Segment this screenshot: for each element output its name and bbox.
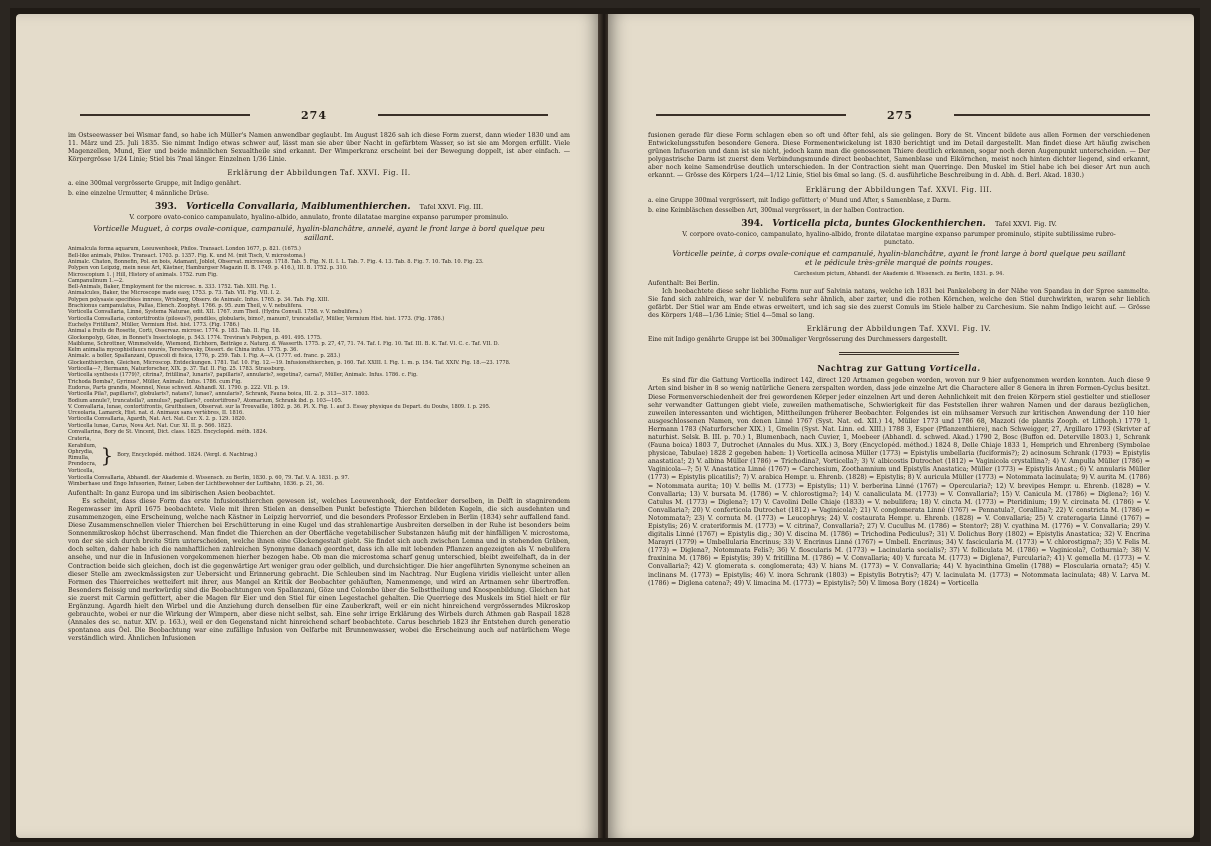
synonymy-entry: Animalc. a boller, Spallanzani, Opuscoli di fisica, 1776, p. 259. Tab. I. Fig. A—A. (1777. ed. franc. p. 283.) (68, 353, 341, 360)
synonymy-entry: Brachionus campanulatus, Pallas, Elench. Zoophyt. 1766. p. 95. zum Theil, v. V. nebulifera. (68, 303, 303, 310)
figure-explanation-title: Erklärung der Abbildungen Taf. XXVI. Fig. III. (805, 185, 993, 194)
intro-paragraph: fusionen gerade für diese Form schlagen eben so oft und öfter fehl, als sie gelingen. Bory de St. Vincent bildete aus allen Formen der verschiedenen Entwickelungsstufen besondere Genera. Diese Formenentwickelung ist 1830 berichtigt und im Detail dargestellt. Man findet diese Art häufig zwischen grünen Infusorien und dann ist sie nicht, jedoch kann man die genossenen Thiere deutlich erkennen, sogar noch deren Augenpunkt unterscheiden. — Der polygastrische Darm ist zuerst dem Verbindungsmunde direct beobachtet, Samenblase und Eikörnchen, meist noch hinten dichter liegend, sind erkannt, aber noch keine Samendrüse deutlich unterschieden. In der Contraction sieht man Querringe. Den Muskel im Stiel habe ich bei dieser Art nun auch erkannt. — Grösse des Körpers 1/24—1/12 Linie, Stiel bis 6mal so lang. (S. d. ausführliche Beschreibung in d. Abh. d. Berl. Akad. 1830.) (648, 132, 1150, 180)
synonymy-entry: Urceolaria, Lamarck, Hist. nat. d. Animaux sans vertèbres, II. 1816. (68, 410, 244, 417)
figure-item: a. eine 300mal vergrösserte Gruppe, mit Indigo genährt. (68, 180, 242, 188)
page-number-left: 274 (301, 109, 327, 122)
synonymy-entry: Vorticella Convallaria, Abhandl. der Akademie d. Wissensch. zu Berlin, 1830. p. 60, 79. Taf. V. A. 1831. p. 97. (68, 475, 350, 482)
synonymy-entry: Wimberhase und Engo Infusorien, Reiner, Leben der Lichtbewohner der Luftbahn, 1836. p. 21, 36. (68, 481, 324, 488)
aufenthalt: Aufenthalt: In ganz Europa und im sibirischen Asien beobachtet. (68, 489, 275, 497)
synonymy-entry: Polypen von Leipzig, mein neue Art, Kästner, Hamburgser Magazin II. B. 1749. p. 416.), III. B. 1752. p. 310. (68, 265, 348, 272)
latin-diagnosis: V. corpore ovato-conico, campanulato, hyalino-albido, fronte dilatatae margine expanso parumper prominulo, stipite subtilissime rubro-punctato. (682, 230, 1116, 246)
bracket-genus: Prendocra, (68, 461, 97, 468)
synonymy-entry: Vorticella synthesis (1779)?, citrina?, fritillina?, lunaris?, papillaris?, annularis?, segetina?, carna?, Müller, Animalc. Infus. 1786. c. Fig. (68, 372, 418, 379)
latin-diagnosis: V. corpore ovato-conico campanulato, hyalino-albido, annulato, fronte dilatatae margine expanso parumper prominulo. (129, 214, 509, 222)
section-divider (839, 352, 959, 355)
synonymy-entry: Animalcules, Baker, the Microscope made easy, 1753. p. 73. Tab. VII. Fig. VII. I. 2. (68, 290, 281, 297)
bracket-genus: Rimulla, (68, 455, 90, 462)
right-page (608, 14, 1194, 838)
header-rule-right (378, 114, 548, 116)
brace-glyph: } (100, 443, 114, 468)
header-rule-left (656, 114, 846, 116)
bracket-genera (68, 436, 96, 474)
synonymy-entry: Carchesium pictum, Abhandl. der Akademie d. Wissensch. zu Berlin, 1831. p. 94. (794, 270, 1004, 277)
synonymy-entry: Animalcula forma aquarum, Leeuwenhoek, Philos. Transact. London 1677, p. 821. (1675.) (68, 246, 301, 253)
figure-description: Eine mit Indigo genährte Gruppe ist bei 300maliger Vergrösserung des Durchmessers dargestellt. (648, 336, 948, 344)
synonymy-entry: Vorticella—?, Hermann, Naturforscher, XIX. p. 37. Taf. II. Fig. 25. 1783. Strassburg. (68, 366, 286, 373)
bracket-block (68, 436, 570, 474)
header-rule-left (80, 114, 250, 116)
synonymy-entry: Convallarina, Bory de St. Vincent, Dict. class. 1825. Encyclopéd. méth. 1824. (68, 428, 268, 435)
synonymy-tail (68, 475, 570, 488)
figure-item: b. eine Keimbläschen desselben Art, 300mal vergrössert, in der halben Contraction. (648, 206, 905, 214)
bracket-genus: Ophrydia, (68, 448, 94, 455)
nachtrag-prefix: Nachtrag zur Gattung (817, 363, 927, 374)
bracket-genus: Vorticella, (68, 467, 95, 474)
synonymy-entry: Vorticella Convallaria, Linné, Systema Naturae, edit. XII. 1767. zum Theil. (Hydra Convall. 1758. v. V. nebulifera.) (68, 309, 362, 316)
species-number: 393. (154, 202, 177, 213)
synonymy-entry: Kelm animalia mycophisifaucs nourés, Terechowsky, Dissert. de China infus. 1775. p. 36. (68, 347, 298, 354)
body-paragraph: Ich beobachtete diese sehr liebliche Form nur auf Salvinia natans, welche ich 1831 bei Pankeleberg in der Nähe von Spandau in der Spree sammelte. Sie fand sich zahlreich, war der V. nebulifera sehr ähnlich, aber zarter, und die rothen Körnchen, welche den Stiel durchwirkten, waren sehr lieblich gefärbt. Der Stiel war am Ende etwas erweitert, und ich sag sie des zuerst Comuls im Stiele halber zu Carchesium. Sie nahm Indigo leicht auf. — Grösse des Körpers 1/48—1/36 Linie; Stiel 4—5mal so lang. (648, 287, 1150, 320)
synonymy-entry: Vorticella Convallaria, Agardh, Nat. Act. Nat. Cur. X. 2. p. 129. 1820. (68, 416, 247, 423)
left-page-content (68, 132, 570, 818)
left-page-header (16, 109, 600, 121)
figure-item: a. eine Gruppe 300mal vergrössert, mit Indigo gefüttert; o' Mund und After, s Samenblase, z Darm. (648, 196, 951, 204)
right-page-header (608, 109, 1194, 121)
left-page (16, 14, 600, 838)
synonymy-entry: Glockenthierchen, Gleichen, Microscop. Entdeckungen. 1781. Taf. 10. Fig. 12.—19. Infusionsthierchen, p. 160. Taf. XXIII. I. Fig. 1. m. p. 154. Taf. XXIV. Fig. 18.—23. 1778. (68, 359, 511, 366)
synonymy-entry: Maiblume, Schrottner, Wimmelvelde, Wiemond, Eichhorn, Beiträge z. Naturg. d. Wasserth. 1775. p. 27, 47, 71. 74. Taf. I. Fig. 10. Taf. III. B. K. Taf. VI. C. c. Taf. VII. D. (68, 340, 500, 347)
aufenthalt: Aufenthalt: Bei Berlin. (648, 279, 720, 287)
right-page-content (648, 132, 1150, 818)
nachtrag-heading (648, 363, 1150, 373)
synonymy-entry: Vorticella Pila?, papillaris?, globularis?, natans?, lunae?, annularis?, Schrank, Fauna boica, III. 2. p. 313—317. 1803. (68, 391, 370, 398)
bracket-genus: Kerabilum, (68, 442, 97, 449)
synonymy-entry: Bell-like animals, Philos. Transact. 1703. p. 1357. Fig. K. und M. (mit Tisch, V. microstoma.) (68, 252, 306, 259)
synonymy-entry: Animal a fruits de Rosette, Corti, Osservaz. microsc. 1774. p. 183. Tab. II. Fig. 18. (68, 328, 281, 335)
species-number: 394. (741, 218, 764, 229)
book-spread (10, 8, 1200, 842)
species-name: Vorticella picta, buntes Glockenthierchen. (772, 218, 986, 229)
synonymy-entry: Vorticella lunae, Carus, Nova Act. Nat. Cur. XI. II. p. 566. 1823. (68, 422, 233, 429)
species-plate-ref: Tafel XXVI. Fig. III. (419, 203, 484, 212)
page-number-right: 275 (887, 109, 913, 122)
synonymy-entry: Trichoda Bomba?, Gyrinus?, Müller, Animalc. Infus. 1786. cum Fig. (68, 378, 242, 385)
synonymy-entry: Campanulinum 1.—2. (68, 277, 124, 284)
synonymy-entry: Bell-Animals, Baker, Employment for the microsc. n. 333. 1752. Tab. XIII. Fig. 1. (68, 284, 276, 291)
synonymy-entry: Microscopium 1. | Hill, History of animals. 1752. rum Fig. (68, 271, 218, 278)
nachtrag-genus: Vorticella. (929, 363, 981, 374)
body-paragraph: Es scheint, dass diese Form das erste Infusionsthierchen gewesen ist, welches Leeuwenhoek, der Entdecker derselben, in Delft in stagnirendem Regenwasser im April 1675 beobachtete. Viele mit ihren Stielen an denselben Punkt befestigte Thierchen bildeten Kugeln, die sich ausdehnten und zusammenzogen, eine Erscheinung, welche nach Kästner in Leipzig hervorrief, und die besonders Professor Erxleben in Berlin (1834) sehr auffallend fand. Diese Zusammenschnellen vieler Thierchen bei Erschütterung in eine Kugel und das strahlenartige Ausbreiten derselben in der Ruhe ist besonders beim Sonnenmikroskop höchst überraschend. Man findet die Thierchen an der Oberfläche vegetabilischer Substanzen häufig mit der hinfälligen V. microstoma, von der sie sich durch breite Stirn unterscheiden, welche ihnen eine Glockengestalt giebt. Sie findet sich auch zwischen Lemna und in stehenden Gräben, doch selten, daher habe ich die namhaftlichen zahlreichen Synonyme danach geordnet, dass ich alle mit lebenden Pflanzen angezeigten als V. nebulifera ansehe, und nur die in Infusionen vorgekommenen hierher bezogen habe. Ob man die microstoma scharf genug unterschied, bleibt zweifelhaft, da in der Contraction beide sich gleichen, doch ist die gegenwärtige Art weniger grau oder gelblich, und durchsichtiger. Die hier angeführten Synonyme scheinen an dieser Stelle am zweckmässigsten zur Uebersicht und Erinnerung gebracht. Die Schleuben sind im Nachtrag. Nur Euglena viridis vielleicht unter allen Formen des Thierreiches wetteifert mit ihrer, aus Mangel an Kritik der Beobachter gehäuften, Namenmenge, und wird an Artnamen sehr übertroffen. Besonders fleissig und merkwürdig sind die Beobachtungen von Spallanzani, Göze und Colombo über die Selbsttheilung und Knospenbildung. Gleichen hat sie zuerst mit Carmin gefüttert, aber die Magen für Eier und den Stiel für einen Legestachel gehalten. Die Querriege des Muskels im Stiel hielt er für Ergänzung. Agardh hielt den Wirbel und die Anziehung durch denselben für eine Zauberkraft, weil er ein nicht hinreichend vergrösserndes Mikroskop gebrauchte, wobei er nur die Wirkung der Wimpern, aber diese nicht selbst, sah. Eine sehr irrige Erklärung des Wirbels durch Athmen gab Raspail 1828 (Annales des sc. natur. XIV. p. 163.), weil er den Gegenstand nicht hinreichend scharf beobachtete. Carus beschrieb 1823 ihr Entstehen durch generatio spontanea aus Öel. Die Beobachtung war eine zufällige Infusion von Oelfarbe mit Brunnenwasser, wobei die Erscheinung auch auf natürlichem Wege verständlich wird. Ähnlichen Infusionen (68, 497, 570, 643)
synonymy-entry: Animalc. Chaton, Bonnefin, Pol. en bois, Adamant, Joblot, Observat. microscop. 1718. Tab. 5. Fig. N. II. I. L. Tab. 7. Fig. 4. 13. Tab. 8. Fig. 7. 10. Tab. 10. Fig. 23. (68, 258, 484, 265)
synonymy-entry: Eudorus, Parts grandis, Moennel, Neue schwed. Abhandl. XI. 1790. p. 222. VII. p. 19. (68, 384, 290, 391)
french-diagnosis: Vorticelle Muguet, à corps ovale-conique, campanulé, hyalin-blanchâtre, annelé, ayant le front large à bord quelque peu saillant. (93, 224, 545, 243)
synonymy-entry: Euchelys Fritillum?, Müller, Vermium Hist. hist. 1773. (Fig. 1786.) (68, 321, 240, 328)
synonymy-entry: V. Convallaria, lunae, contortifrontis, Gruithuisen, Observat. sur la Trouvaille, 1802. p. 36. Pl. X. Fig. 1. auf 3. Essay physique du Depart. du Doubs, 1809. I. p. 295. (68, 403, 491, 410)
figure-explanation-title: Erklärung der Abbildungen Taf. XXVI. Fig. II. (227, 169, 411, 178)
bracket-reference: Bory, Encyclopéd. méthod. 1824. (Vergl. d. Nachtrag.) (117, 452, 258, 459)
species-name: Vorticella Convallaria, Maiblumenthierchen. (186, 202, 411, 213)
figure-explanation-title: Erklärung der Abbildungen Taf. XXVI. Fig. IV. (806, 325, 992, 334)
synonymy-list (68, 246, 570, 435)
french-diagnosis: Vorticelle peinte, à corps ovale-conique et campanulé, hyalin-blanchâtre, ayant le front large à bord quelque peu saillant et le pédicule très-grêle marqué de points rouges. (672, 248, 1126, 267)
synonymy-entry: Vorticella Convallaria, contortifrontis (pilosus?), pendiles, globularis, bimo?, manum?, truncatella?, Müller, Vermium Hist. hist. 1773. (Fig. 1786.) (68, 315, 445, 322)
bracket-genus: Crateria, (68, 436, 92, 443)
nachtrag-paragraph: Es sind für die Gattung Vorticella indirect 142, direct 120 Artnamen gegeben worden, wovon nur 9 hier aufgenommen werden konnten. Auch diese 9 Arten sind bisher in 8 so wenig natürliche Genera zerspalten worden, dass jede einzelne Art die Charactere aller 8 Genera in ihren Formen-Cyclus besitzt. Diese Formenverschiedenheit der frei gewordenen Körper jeder einzelnen Art und deren Aehnlichkeit mit den freien Körpern stiel gestielter und stielloser sehr verwandter Gattungen giebt viele, zuweilen mathematische, Schwierigkeit für das Feststellen ihrer wahren Namen und der daraus bezüglichen, zuweilen interessanten und wichtigen, Mittheilungen früherer Beobachter. Folgendes ist ein mühsamer Versuch zur kritischen Anwendung der 110 hier ausgeschlossenen Namen, von denen Linné 1767 (Syst. Nat. ed. XII.) 14, Müller 1773 und 1786 68, Mazzoti (de plantis Zooph. et Lithoph.) 1779 1, Hermann 1783 (Naturforscher XIX.) 1, Gmelin (Syst. Nat. Linn. ed. XIII.) 1788 3, Esper (Pflanzenthiere), nach Schweigger, 27, Argillaro 1793 (Skrivter af naturhist. Selsk. B. III. p. 70.) 1, Blumenbach, nach Cuvier, 1, Moebeer (Abhandl. d. schwed. Akad.) 1790 2, Bosc (Buffon ed. Deterville 1803.) 1, Schrank (Fauna boica) 1803 7, Dutrochet (Annales du Mus. XIX.) 3, Bory (Encyclopéd. méthod.) 1824 8, Delle Chiaje 1833 1, Hemprich und Ehrenberg (Symbolae physicae, Tabulae) 1828 2 gegeben haben: 1) Vorticella acinosa Müller (1773) = Epistylis umbellaria (fuciformis?); 2) acinosum Schrank (1793) = Epistylis anastatica!; 2) V. albina Müller (1786) = Trichodina?, Vorticella?; 3) V. albicostis Dutrochet (1812) = Vaginicola crystallina?; 4) V. Ampulla Müller (1786) = Vaginicola—?; 5) V. Anastatica Linné (1767) = Carchesium, Zoothamnium und Epistylis Anastatica; Müller (1773) = Epistylis Anast.; 6) V. annularis Müller (1773) = Epistylis plicatilis?; 7) V. arabica Hempr. u. Ehrenb. (1828) = Epistylis; 8) V. auricula Müller (1773) = Notommata lacinulata; 9) V. aurita M. (1786) = Notommata aurita; 10) V. bellis M. (1773) = Epistylis; 11) V. berberina Linné (1767) = Opercularia?; 12) V. brevipes Hempr. u. Ehrenb. (1828) = V. Convallaria; 13) V. bursata M. (1786) = V. chlorostigma?; 14) V. canaliculata M. (1773) = V. Convallaria?; 15) V. Canicula M. (1786) = Diglena?; 16) V. Catulus M. (1773) = Diglena?; 17) V. Cavolini Delle Chiaje (1833) = V. nebulifera; 18) V. cincta M. (1773) = Pteridinium; 19) V. circinata M. (1786) = V. Convallaria?; 20) V. conferticola Dutrochet (1812) = Vaginicola?; 21) V. conglomerata Linné (1767) = Pennatula?, Corallina?; 22) V. constricta M. (1786) = Notommata?; 23) V. cornuta M. (1773) = Leucophrys; 24) V. costaurata Hempr. u. Ehrenb. (1828) = V. Convallaria; 25) V. crateragaria Linné (1767) = Epistylis; 26) V. crateriformis M. (1773) = V. citrina?, Convallaria?; 27) V. Cucullus M. (1786) = Stentor?; 28) V. cyathina M. (1776) = V. Convallaria; 29) V. digitalis Linné (1767) = Epistylis dig.; 30) V. discina M. (1786) = Trichodina Pediculus?; 31) V. Dolichus Bory (1802) = Epistylis Anastatica; 32) V. Encrina Marayri (1779) = Umbellularia Encrinus; 33) V. Encrinus Linné (1767) = Umbell. Encrinus; 34) V. fascicularia M. (1773) = V. chlorostigma?; 35) V. Felis M. (1773) = Diglena?, Notommata Felis?; 36) V. floscularis M. (1773) = Lacinularia socialis?; 37) V. folliculata M. (1786) = Vaginicola?, Cothurnia?; 38) V. fraxinina M. (1786) = Epistylis; 39) V. fritillina M. (1786) = V. Convallaria; 40) V. furcata M. (1773) = Diglena?, Furcularia?; 41) V. gemella M. (1773) = V. Convallaria?; 42) V. glomerata s. conglomerata; 43) V. hians M. (1773) = V. Convallaria; 44) V. hyacinthina Gmelin (1788) = Floscularia ornata?; 45) V. inclinans M. (1773) = Epistylis; 46) V. inora Schrank (1803) = Epistylis Botrytis?; 47) V. lacinulata M. (1773) = Notommata lacinulata; 48) V. Larva M. (1786) = Diglena catena?; 49) V. limacina M. (1773) = Epistylis?; 50) V. limosa Bory (1824) = Vorticella (648, 377, 1150, 587)
synonymy-entry: Glockenpolyp, Göze, in Bonnet's Insectologie, p. 543. 1774. Treviran's Polypen, p. 491. 495. 1775. (68, 334, 322, 341)
figure-item: b. eine einzelne Urmutter, 4 männliche Drüse. (68, 190, 209, 198)
synonymy-entry: Bodium annule?, truncatella?, annulus?, papillaris?, contortifrons?, Atomarium, Schrank ibd. p. 103—105. (68, 397, 343, 404)
header-rule-right (954, 114, 1150, 116)
species-plate-ref: Tafel XXVI. Fig. IV. (994, 219, 1057, 228)
species-heading (648, 219, 1150, 229)
synonymy-entry: Polypen polysasie specifiées innrees, Wrisberg, Observ. de Animalc. Infus. 1765. p. 34. Tab. Fig. XIII. (68, 296, 330, 303)
species-heading (68, 202, 570, 212)
intro-paragraph: im Ostseewasser bei Wismar fand, so habe ich Müller's Namen anwendbar geglaubt. Im August 1826 sah ich diese Form zuerst, dann wieder 1830 und am 11. März und 25. Juli 1835. Sie nimmt Indigo etwas schwer auf, lässt man sie aber über Nacht in gefärbtem Wasser, so ist sie am Morgen erfüllt. Viele Magenzellen, Mund, Eier und beide männlichen Sexualtheile sind erkannt. Der Wimperkranz erscheint bei der Bewegung doppelt, ist aber einfach. — Körpergrösse 1/24 Linie; Stiel bis 7mal länger. Einzelnen 1/36 Linie. (68, 132, 570, 164)
